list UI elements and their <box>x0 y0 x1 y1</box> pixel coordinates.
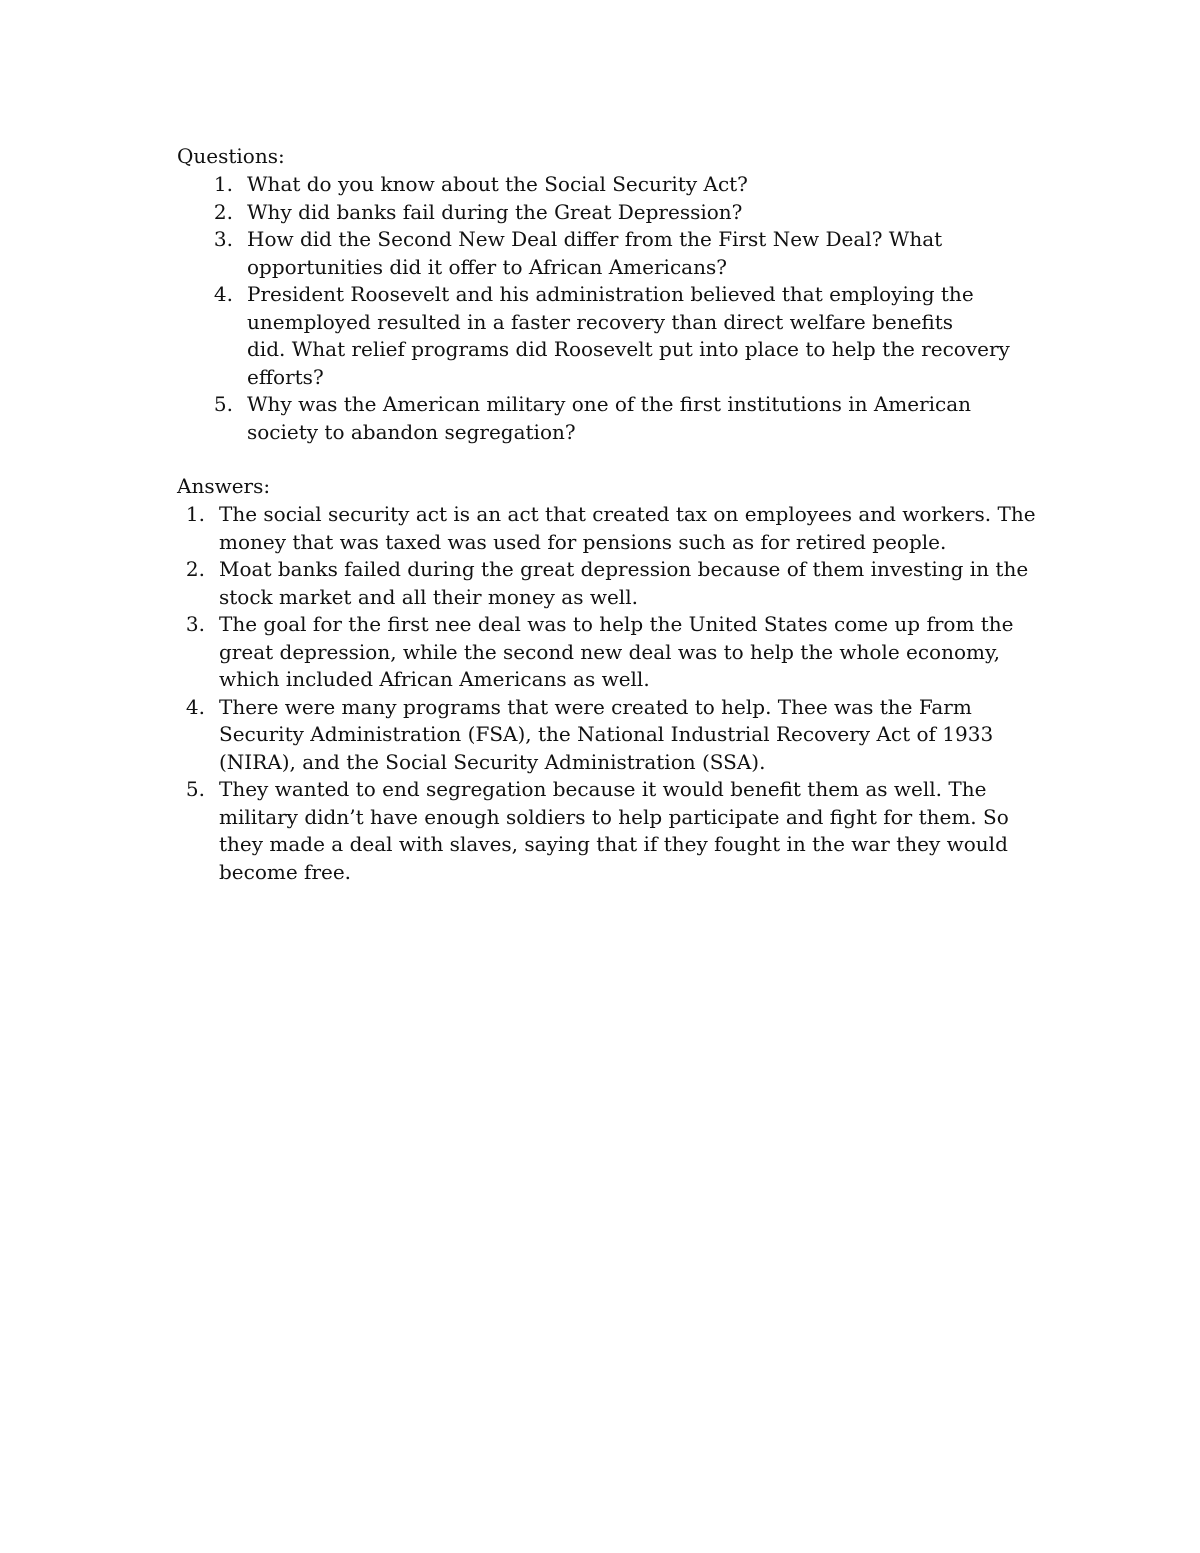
question-number: 4. <box>213 282 233 306</box>
answer-line: which included African Americans as well. <box>219 667 650 691</box>
answer-number: 4. <box>185 694 205 719</box>
question-item-1 <box>213 171 1047 199</box>
answer-line: Moat banks failed during the great depression because of them investing in the <box>219 557 1029 581</box>
answer-line: Security Administration (FSA), the National Industrial Recovery Act of 1933 <box>219 722 994 746</box>
question-number: 5. <box>213 392 233 416</box>
answer-number: 1. <box>185 502 205 526</box>
question-item-3 <box>213 226 1047 281</box>
answers-list <box>185 501 1039 886</box>
answer-line: stock market and all their money as well. <box>219 584 638 609</box>
answer-line: great depression, while the second new deal was to help the whole economy, <box>219 639 1000 664</box>
question-line: society to abandon segregation? <box>247 419 576 444</box>
questions-heading: Questions: <box>177 144 285 168</box>
questions-list <box>213 171 1047 446</box>
question-line: What do you know about the Social Security Act? <box>247 172 748 196</box>
answer-number: 2. <box>185 557 205 581</box>
question-line: How did the Second New Deal differ from the First New Deal? What <box>247 227 943 251</box>
question-item-5 <box>213 391 1047 446</box>
question-number: 2. <box>213 199 233 224</box>
answers-heading: Answers: <box>177 474 271 498</box>
answer-number: 5. <box>185 777 205 801</box>
answer-item-2 <box>185 556 1039 611</box>
answer-line: The goal for the first nee deal was to help the United States come up from the <box>219 612 1014 636</box>
question-line: Why was the American military one of the first institutions in American <box>247 392 972 416</box>
question-item-2 <box>213 199 1047 227</box>
question-item-4 <box>213 281 1047 391</box>
answer-line: The social security act is an act that created tax on employees and workers. The <box>219 502 1036 526</box>
answer-item-3 <box>185 611 1039 694</box>
question-line: President Roosevelt and his administration believed that employing the <box>247 282 974 306</box>
answer-number: 3. <box>185 612 205 636</box>
question-line: efforts? <box>247 364 324 389</box>
answer-line: They wanted to end segregation because it would benefit them as well. The <box>219 777 987 801</box>
question-number: 1. <box>213 172 233 196</box>
answer-line: they made a deal with slaves, saying that if they fought in the war they would <box>219 832 1008 856</box>
answer-item-5 <box>185 776 1039 886</box>
question-line: unemployed resulted in a faster recovery than direct welfare benefits <box>247 309 954 334</box>
answer-item-4 <box>185 694 1039 777</box>
answer-line: (NIRA), and the Social Security Administration (SSA). <box>219 749 766 774</box>
answer-line: There were many programs that were created to help. Thee was the Farm <box>219 694 972 719</box>
question-line: did. What relief programs did Roosevelt put into place to help the recovery <box>247 337 1010 361</box>
question-line: opportunities did it offer to African Americans? <box>247 254 727 279</box>
answer-line: military didn’t have enough soldiers to help participate and fight for them. So <box>219 804 1009 829</box>
answer-line: become free. <box>219 859 352 884</box>
question-number: 3. <box>213 227 233 251</box>
question-line: Why did banks fail during the Great Depression? <box>247 199 743 224</box>
answer-line: money that was taxed was used for pensions such as for retired people. <box>219 529 947 554</box>
answer-item-1 <box>185 501 1039 556</box>
